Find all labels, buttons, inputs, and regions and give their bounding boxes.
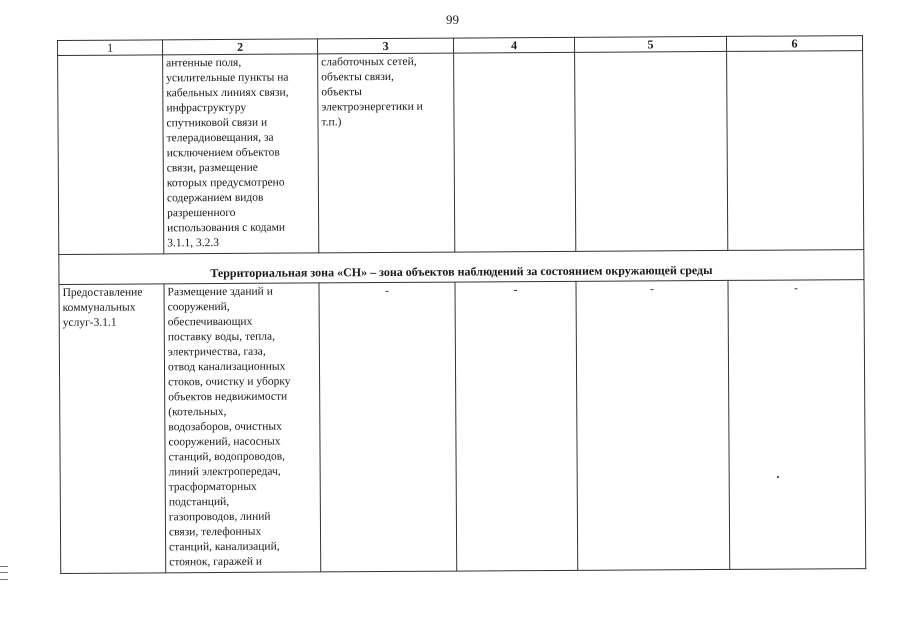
- column-header-5: 5: [574, 36, 726, 52]
- cell-column-5: [575, 51, 728, 251]
- margin-scan-mark: [0, 566, 8, 580]
- column-header-2: 2: [163, 39, 318, 55]
- column-header-4: 4: [453, 37, 574, 53]
- regulations-table: [57, 35, 866, 574]
- column-header-3: 3: [317, 38, 453, 54]
- scan-speck: [777, 476, 779, 478]
- cell-use-type: [58, 55, 164, 255]
- cell-column-6: [727, 51, 864, 251]
- column-header-6: 6: [726, 36, 862, 52]
- cell-column-3: -: [319, 282, 457, 572]
- cell-use-type: Предоставление коммунальных услуг-3.1.1: [59, 284, 166, 574]
- cell-column-3: слаботочных сетей, объекты связи, объекты электроэнергетики и т.п.): [318, 53, 455, 253]
- column-header-1: 1: [58, 40, 163, 56]
- table-row-continuation: [58, 51, 864, 255]
- zone-title-row: [59, 250, 864, 285]
- cell-column-4: -: [455, 281, 578, 571]
- cell-column-6: -: [728, 280, 866, 570]
- cell-column-4: [454, 52, 576, 252]
- cell-column-5: -: [576, 280, 730, 570]
- cell-use-description: Размещение зданий и сооружений, обеспечивающих поставку воды, тепла, электричества, газа, отвод канализационных стоков, очистку и уборку объектов недвижимости (котельных, водозаборов, очистных сооружений, насосных станций, водопроводов, линий электропередач, трасформаторных подстанций, газопроводов, линий связи, телефонных станций, канализаций, стоянок, гаражей и: [164, 283, 321, 573]
- table-row: [59, 280, 866, 574]
- cell-use-description: антенные поля, усилительные пункты на кабельных линиях связи, инфраструктуру спутниковой связи и телерадиовещания, за исключением объектов связи, размещение которых предусмотрено содержанием видов разрешенного использования с кодами 3.1.1, 3.2.3: [163, 54, 319, 254]
- zone-title: Территориальная зона «СН» – зона объектов наблюдений за состоянием окружающей среды: [59, 250, 864, 285]
- page-number: 99: [446, 12, 459, 27]
